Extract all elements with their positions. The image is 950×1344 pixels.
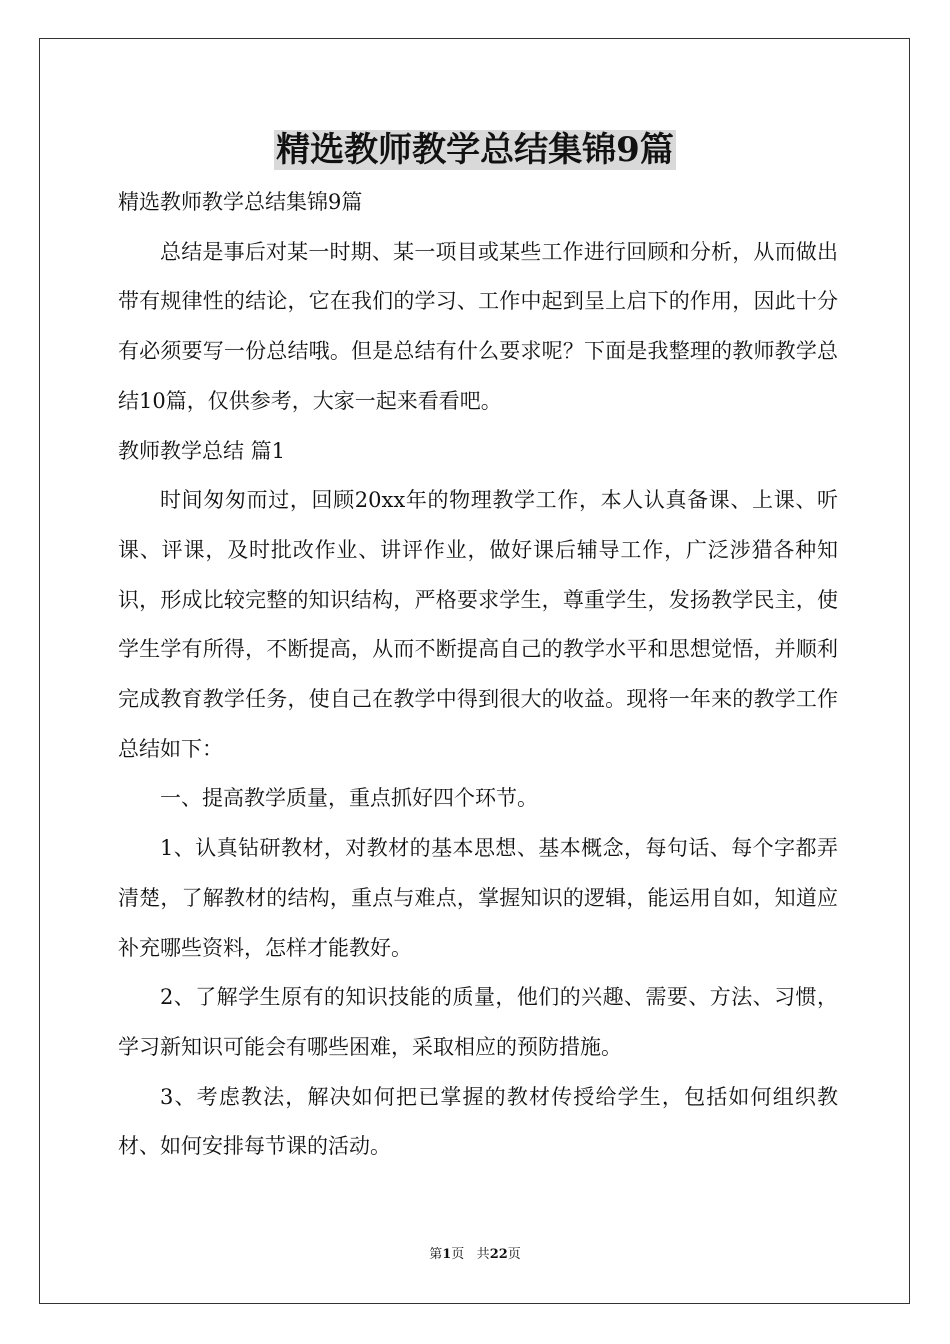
page-label-prefix: 第 (429, 1247, 443, 1262)
page-footer (0, 1246, 950, 1264)
paragraph-point-heading: 一、提高教学质量，重点抓好四个环节。 (160, 786, 538, 811)
paragraph-item-2: 2、了解学生原有的知识技能的质量，他们的兴趣、需要、方法、习惯，学习新知识可能会有哪些困难，采取相应的预防措施。 (118, 985, 838, 1059)
paragraph-intro: 总结是事后对某一时期、某一项目或某些工作进行回顾和分析，从而做出带有规律性的结论，它在我们的学习、工作中起到呈上启下的作用，因此十分有必须要写一份总结哦。但是总结有什么要求呢？下面是我整理的教师教学总结10篇，仅供参考，大家一起来看看吧。 (118, 239, 838, 413)
paragraph-item-3: 3、考虑教法，解决如何把已掌握的教材传授给学生，包括如何组织教材、如何安排每节课的活动。 (118, 1084, 838, 1159)
current-page-number: 1 (442, 1247, 452, 1262)
document-title-text: 精选教师教学总结集锦9篇 (276, 130, 674, 170)
document-body (118, 178, 838, 1172)
paragraph-item-1: 1、认真钻研教材，对教材的基本思想、基本概念，每句话、每个字都弄清楚，了解教材的结构，重点与难点，掌握知识的逻辑，能运用自如，知道应补充哪些资料，怎样才能教好。 (118, 836, 838, 960)
total-pages-number: 22 (489, 1247, 508, 1262)
paragraph-subtitle: 精选教师教学总结集锦9篇 (118, 190, 363, 214)
total-label-prefix: 共 (476, 1247, 490, 1262)
paragraph-review: 时间匆匆而过，回顾20xx年的物理教学工作，本人认真备课、上课、听课、评课，及时批改作业、讲评作业，做好课后辅导工作，广泛涉猎各种知识，形成比较完整的知识结构，严格要求学生，尊重学生，发扬教学民主，使学生学有所得，不断提高，从而不断提高自己的教学水平和思想觉悟，并顺利完成教育教学任务，使自己在教学中得到很大的收益。现将一年来的教学工作总结如下： (118, 488, 838, 761)
total-label-suffix: 页 (507, 1247, 521, 1262)
page-label-suffix: 页 (451, 1247, 465, 1262)
document-title (0, 128, 950, 172)
section-heading: 教师教学总结 篇1 (118, 438, 286, 463)
